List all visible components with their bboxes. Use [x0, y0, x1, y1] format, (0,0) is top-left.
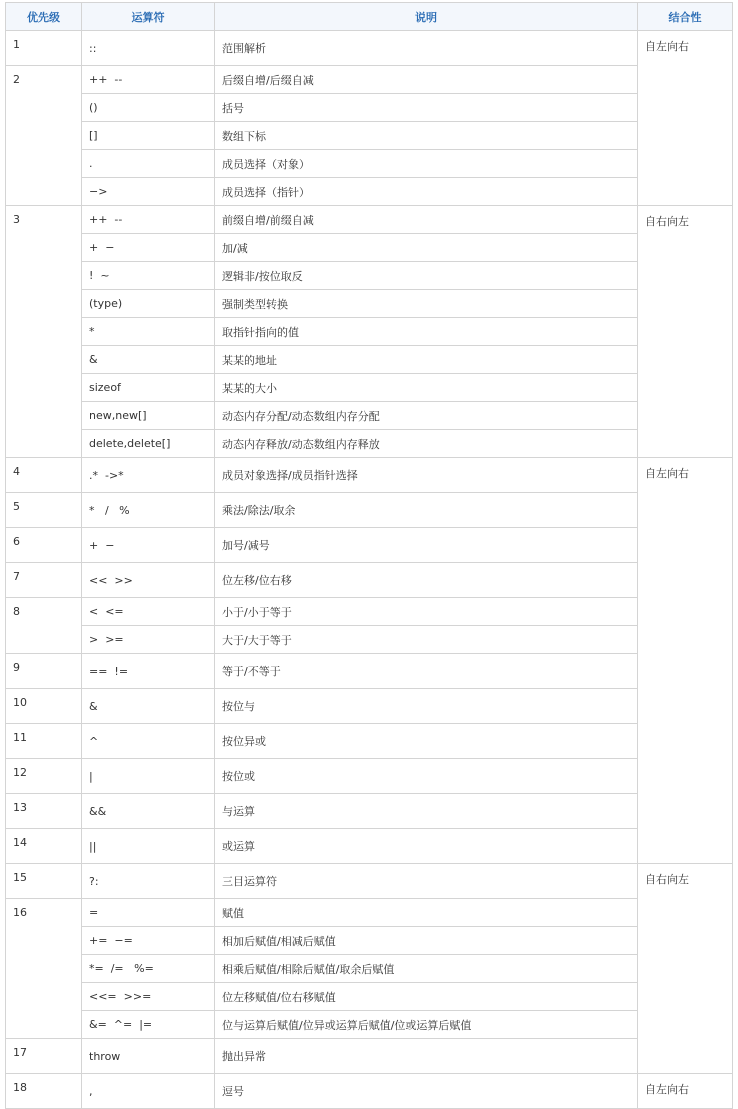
- table-row: [6, 955, 733, 983]
- associativity-cell: 自右向左: [638, 206, 733, 458]
- description-cell: 数组下标: [215, 122, 638, 150]
- priority-cell: 18: [6, 1074, 82, 1109]
- header-priority: 优先级: [6, 3, 82, 31]
- table-row: [6, 724, 733, 759]
- description-cell: 范围解析: [215, 31, 638, 66]
- description-cell: 成员选择（对象）: [215, 150, 638, 178]
- operator-cell: =: [82, 899, 215, 927]
- priority-cell: 17: [6, 1039, 82, 1074]
- operator-cell: + −: [82, 234, 215, 262]
- operator-cell: (): [82, 94, 215, 122]
- table-row: [6, 829, 733, 864]
- description-cell: 或运算: [215, 829, 638, 864]
- table-row: [6, 598, 733, 626]
- description-cell: 乘法/除法/取余: [215, 493, 638, 528]
- table-row: [6, 374, 733, 402]
- table-row: [6, 346, 733, 374]
- operator-cell: .: [82, 150, 215, 178]
- table-row: [6, 689, 733, 724]
- table-row: [6, 493, 733, 528]
- priority-cell: 5: [6, 493, 82, 528]
- operator-cell: ++ --: [82, 66, 215, 94]
- operator-cell: ,: [82, 1074, 215, 1109]
- operator-cell: < <=: [82, 598, 215, 626]
- table-row: [6, 1074, 733, 1109]
- operator-cell: delete,delete[]: [82, 430, 215, 458]
- description-cell: 加/减: [215, 234, 638, 262]
- priority-cell: 6: [6, 528, 82, 563]
- associativity-cell: 自左向右: [638, 458, 733, 864]
- table-row: [6, 654, 733, 689]
- description-cell: 赋值: [215, 899, 638, 927]
- description-cell: 逗号: [215, 1074, 638, 1109]
- table-row: [6, 626, 733, 654]
- operator-cell: (type): [82, 290, 215, 318]
- table-row: [6, 31, 733, 66]
- operator-cell: == !=: [82, 654, 215, 689]
- operator-cell: += −=: [82, 927, 215, 955]
- description-cell: 某某的地址: [215, 346, 638, 374]
- table-row: [6, 66, 733, 94]
- header-description: 说明: [215, 3, 638, 31]
- table-row: [6, 430, 733, 458]
- description-cell: 相乘后赋值/相除后赋值/取余后赋值: [215, 955, 638, 983]
- operator-cell: ^: [82, 724, 215, 759]
- priority-cell: 12: [6, 759, 82, 794]
- description-cell: 抛出异常: [215, 1039, 638, 1074]
- table-row: [6, 234, 733, 262]
- table-row: [6, 290, 733, 318]
- priority-cell: 11: [6, 724, 82, 759]
- table-header: [6, 3, 733, 31]
- table-row: [6, 899, 733, 927]
- description-cell: 相加后赋值/相减后赋值: [215, 927, 638, 955]
- table-row: [6, 864, 733, 899]
- table-row: [6, 794, 733, 829]
- priority-cell: 1: [6, 31, 82, 66]
- description-cell: 逻辑非/按位取反: [215, 262, 638, 290]
- description-cell: 位与运算后赋值/位异或运算后赋值/位或运算后赋值: [215, 1011, 638, 1039]
- operator-cell: |: [82, 759, 215, 794]
- table-row: [6, 262, 733, 290]
- operator-cell: &&: [82, 794, 215, 829]
- operator-cell: *: [82, 318, 215, 346]
- description-cell: 括号: [215, 94, 638, 122]
- table-row: [6, 458, 733, 493]
- priority-cell: 8: [6, 598, 82, 654]
- description-cell: 小于/小于等于: [215, 598, 638, 626]
- operator-cell: &= ^= |=: [82, 1011, 215, 1039]
- associativity-cell: 自左向右: [638, 1074, 733, 1109]
- operator-cell: &: [82, 346, 215, 374]
- priority-cell: 7: [6, 563, 82, 598]
- operator-cell: + −: [82, 528, 215, 563]
- table-row: [6, 318, 733, 346]
- priority-cell: 2: [6, 66, 82, 206]
- operator-cell: *= /= %=: [82, 955, 215, 983]
- table-row: [6, 1039, 733, 1074]
- operator-cell: −>: [82, 178, 215, 206]
- table-body: [6, 31, 733, 1109]
- description-cell: 等于/不等于: [215, 654, 638, 689]
- priority-cell: 9: [6, 654, 82, 689]
- description-cell: 按位或: [215, 759, 638, 794]
- priority-cell: 10: [6, 689, 82, 724]
- table-row: [6, 402, 733, 430]
- operator-precedence-table: [5, 2, 733, 1109]
- priority-cell: 15: [6, 864, 82, 899]
- priority-cell: 16: [6, 899, 82, 1039]
- table-row: [6, 178, 733, 206]
- associativity-cell: 自左向右: [638, 31, 733, 206]
- priority-cell: 13: [6, 794, 82, 829]
- operator-cell: << >>: [82, 563, 215, 598]
- header-associativity: 结合性: [638, 3, 733, 31]
- operator-cell: <<= >>=: [82, 983, 215, 1011]
- description-cell: 大于/大于等于: [215, 626, 638, 654]
- description-cell: 按位异或: [215, 724, 638, 759]
- description-cell: 后缀自增/后缀自减: [215, 66, 638, 94]
- operator-cell: &: [82, 689, 215, 724]
- priority-cell: 3: [6, 206, 82, 458]
- header-operator: 运算符: [82, 3, 215, 31]
- table-row: [6, 563, 733, 598]
- description-cell: 前缀自增/前缀自减: [215, 206, 638, 234]
- description-cell: 某某的大小: [215, 374, 638, 402]
- description-cell: 成员选择（指针）: [215, 178, 638, 206]
- description-cell: 成员对象选择/成员指针选择: [215, 458, 638, 493]
- associativity-cell: 自右向左: [638, 864, 733, 1074]
- priority-cell: 4: [6, 458, 82, 493]
- description-cell: 强制类型转换: [215, 290, 638, 318]
- description-cell: 与运算: [215, 794, 638, 829]
- operator-cell: ++ --: [82, 206, 215, 234]
- operator-cell: throw: [82, 1039, 215, 1074]
- operator-cell: []: [82, 122, 215, 150]
- description-cell: 动态内存分配/动态数组内存分配: [215, 402, 638, 430]
- operator-cell: .* ->*: [82, 458, 215, 493]
- table-row: [6, 528, 733, 563]
- operator-cell: ::: [82, 31, 215, 66]
- table-row: [6, 122, 733, 150]
- operator-cell: ||: [82, 829, 215, 864]
- description-cell: 三目运算符: [215, 864, 638, 899]
- table-row: [6, 1011, 733, 1039]
- operator-cell: * / %: [82, 493, 215, 528]
- operator-cell: ?:: [82, 864, 215, 899]
- table-row: [6, 983, 733, 1011]
- description-cell: 位左移赋值/位右移赋值: [215, 983, 638, 1011]
- operator-cell: sizeof: [82, 374, 215, 402]
- table-row: [6, 206, 733, 234]
- header-row: [6, 3, 733, 31]
- table-row: [6, 927, 733, 955]
- table-row: [6, 759, 733, 794]
- table-row: [6, 150, 733, 178]
- priority-cell: 14: [6, 829, 82, 864]
- description-cell: 位左移/位右移: [215, 563, 638, 598]
- operator-cell: ! ~: [82, 262, 215, 290]
- description-cell: 动态内存释放/动态数组内存释放: [215, 430, 638, 458]
- description-cell: 加号/减号: [215, 528, 638, 563]
- description-cell: 按位与: [215, 689, 638, 724]
- operator-cell: new,new[]: [82, 402, 215, 430]
- description-cell: 取指针指向的值: [215, 318, 638, 346]
- operator-cell: > >=: [82, 626, 215, 654]
- table-row: [6, 94, 733, 122]
